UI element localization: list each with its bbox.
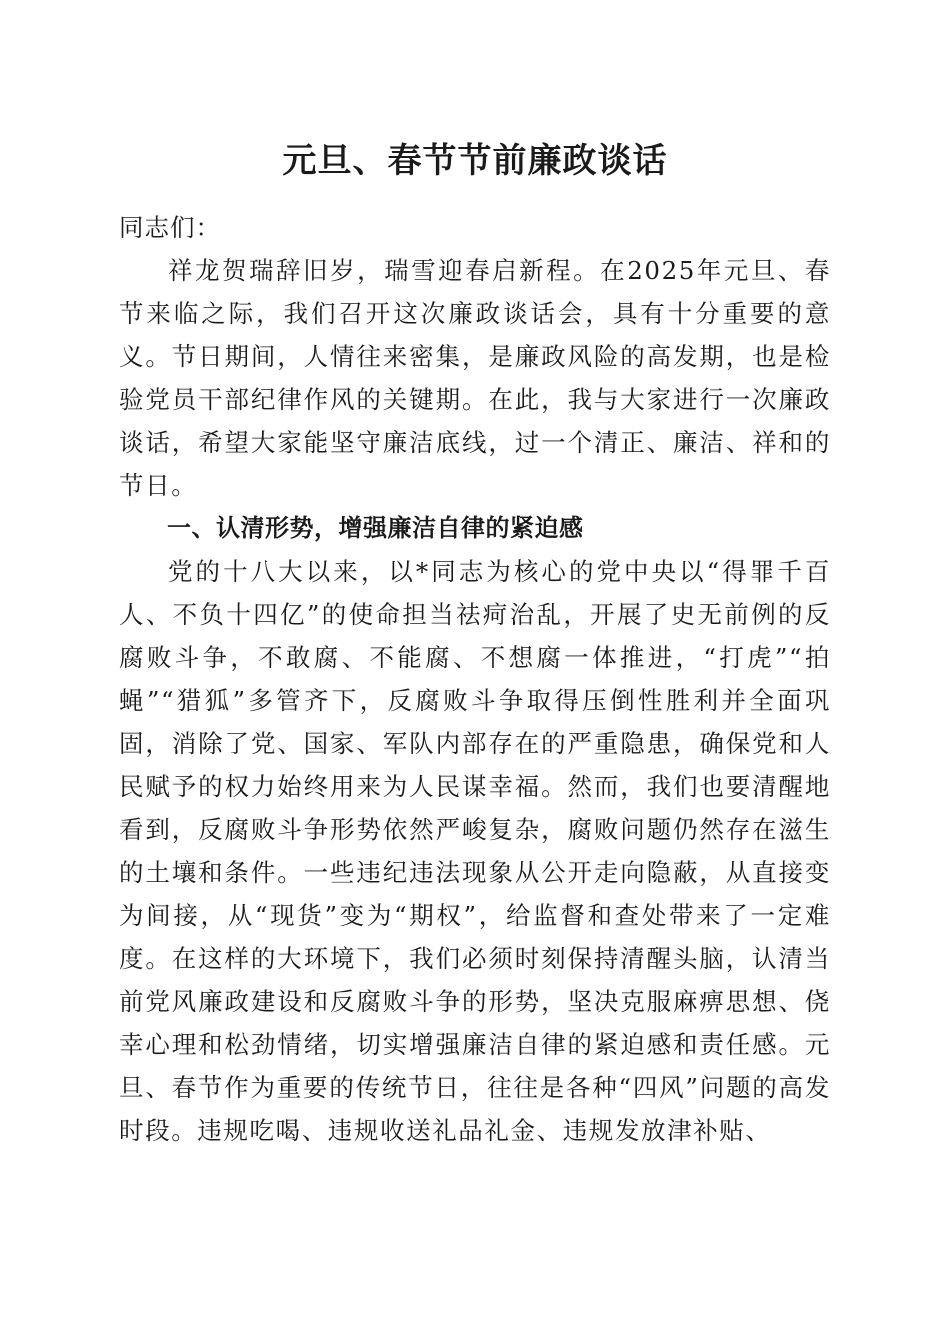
- section-1-paragraph: 党的十八大以来，以*同志为核心的党中央以“得罪千百人、不负十四亿”的使命担当祛疴治乱，开展了史无前例的反腐败斗争，不敢腐、不能腐、不想腐一体推进，“打虎”“拍蝇”“猎狐”多管齐下，反腐败斗争取得压倒性胜利并全面巩固，消除了党、国家、军队内部存在的严重隐患，确保党和人民赋予的权力始终用来为人民谋幸福。然而，我们也要清醒地看到，反腐败斗争形势依然严峻复杂，腐败问题仍然存在滋生的土壤和条件。一些违纪违法现象从公开走向隐蔽，从直接变为间接，从“现货”变为“期权”，给监督和查处带来了一定难度。在这样的大环境下，我们必须时刻保持清醒头脑，认清当前党风廉政建设和反腐败斗争的形势，坚决克服麻痹思想、侥幸心理和松劲情绪，切实增强廉洁自律的紧迫感和责任感。元旦、春节作为重要的传统节日，往往是各种“四风”问题的高发时段。违规吃喝、违规收送礼品礼金、违规发放津补贴、: [119, 557, 831, 1145]
- document-title: 元旦、春节节前廉政谈话: [282, 141, 668, 181]
- opening-paragraph: 祥龙贺瑞辞旧岁，瑞雪迎春启新程。在2025年元旦、春节来临之际，我们召开这次廉政谈话会，具有十分重要的意义。节日期间，人情往来密集，是廉政风险的高发期，也是检验党员干部纪律作风的关键期。在此，我与大家进行一次廉政谈话，希望大家能坚守廉洁底线，过一个清正、廉洁、祥和的节日。: [119, 256, 831, 500]
- document-body: [119, 206, 831, 1152]
- section-heading-1: 一、认清形势，增强廉洁自律的紧迫感: [167, 514, 584, 542]
- salutation: 同志们：: [119, 213, 221, 242]
